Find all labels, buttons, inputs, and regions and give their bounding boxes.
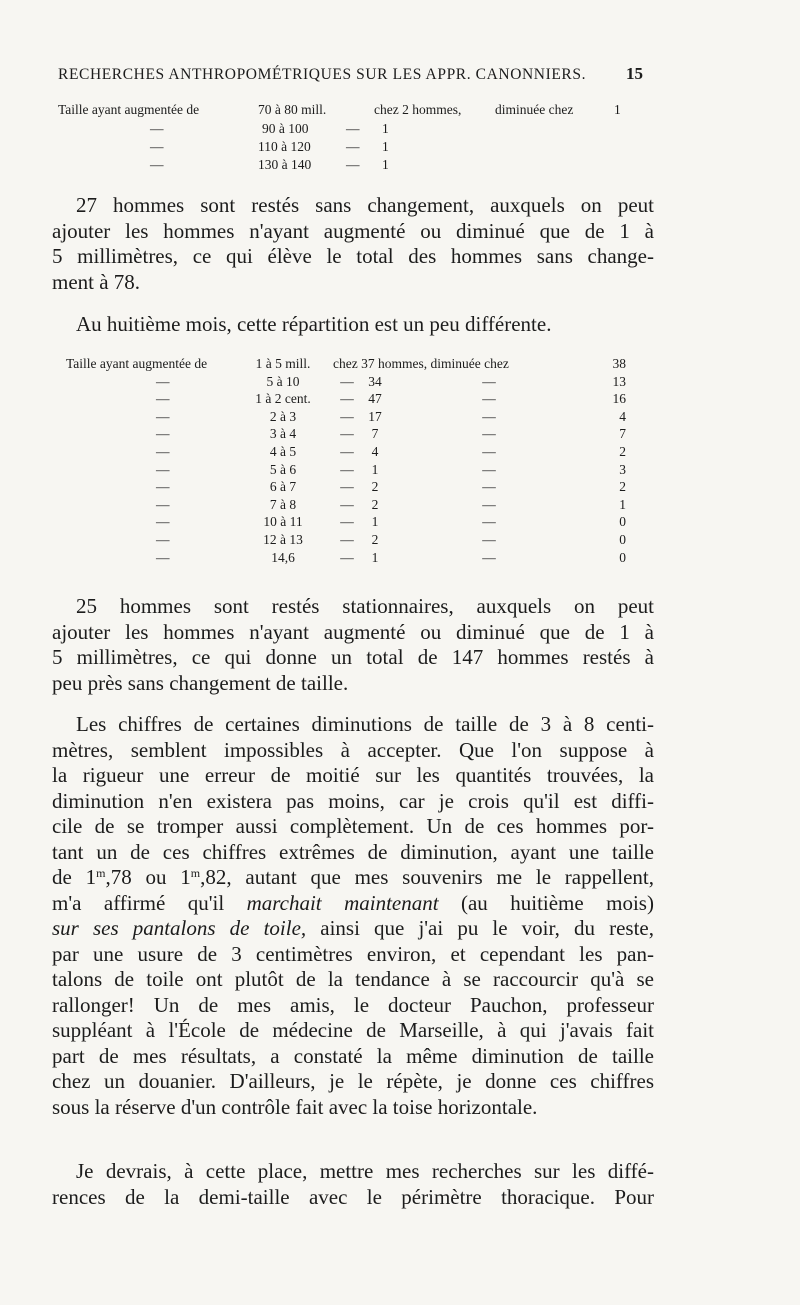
- table2-value-decrease: 7: [619, 426, 626, 442]
- table2-ditto: —: [340, 391, 354, 407]
- text-line: Je devrais, à cette place, mettre mes recherches sur les diffé-: [76, 1159, 654, 1183]
- table1-mid: —: [346, 157, 360, 172]
- table2-ditto: —: [340, 426, 354, 442]
- text-line: [52, 916, 654, 942]
- table2-ditto: —: [340, 496, 354, 512]
- text-line: par une usure de 3 centimètres environ, et cependant les pan-: [52, 941, 654, 966]
- paragraph-4: [52, 712, 654, 1120]
- table2-ditto: —: [482, 496, 496, 512]
- table2-ditto: —: [482, 426, 496, 442]
- table2-value-decrease: 38: [612, 356, 626, 371]
- table2-value-decrease: 4: [619, 408, 626, 424]
- text-line: 27 hommes sont restés sans changement, auxquels on peut: [76, 193, 654, 217]
- table2-ditto: —: [340, 408, 354, 424]
- table1-range: 110 à 120: [258, 139, 311, 154]
- table2-ditto: —: [156, 426, 170, 442]
- table1-value: 1: [382, 157, 389, 172]
- table2-value-increase: 2: [371, 496, 379, 512]
- text-line: talons de toile ont plutôt de la tendance à se raccourcir qu'à se: [52, 967, 654, 991]
- text-fragment: ,78 ou 1: [105, 865, 191, 889]
- text-line: part de mes résultats, a constaté la même diminution de taille: [52, 1043, 654, 1068]
- table1-ditto: —: [150, 139, 164, 154]
- table2-value-increase: 47: [368, 391, 382, 407]
- text-line: Au huitième mois, cette répartition est un peu différente.: [76, 312, 552, 336]
- table2-value-decrease: 13: [612, 373, 626, 389]
- table1-ditto: —: [150, 121, 164, 136]
- text-line: sous la réserve d'un contrôle fait avec la toise horizontale.: [52, 1094, 538, 1119]
- table2-ditto: —: [156, 408, 170, 424]
- table2-ditto: —: [482, 408, 496, 424]
- table2-value-increase: 1: [371, 549, 379, 565]
- running-title: RECHERCHES ANTHROPOMÉTRIQUES SUR LES APPR. CANONNIERS.: [58, 66, 587, 83]
- table1-lead-label: Taille ayant augmentée de: [58, 102, 200, 117]
- table2-ditto: —: [156, 444, 170, 459]
- paragraph-3: [52, 594, 654, 696]
- text-line: mètres, semblent impossibles à accepter. Que l'on suppose à: [52, 737, 654, 762]
- table2-ditto: —: [156, 461, 170, 477]
- table2-value-increase: 1: [371, 514, 379, 530]
- table2-ditto: —: [340, 373, 354, 389]
- table2-ditto: —: [340, 532, 354, 547]
- text-line: ment à 78.: [52, 269, 141, 294]
- text-line: [52, 891, 654, 917]
- unit-superscript: m: [190, 866, 201, 880]
- text-line: chez un douanier. D'ailleurs, je le répète, je donne ces chiffres: [52, 1069, 654, 1093]
- text-line: diminution n'en existera pas moins, car je crois qu'il est diffi-: [52, 788, 654, 813]
- table2-ditto: —: [482, 514, 496, 530]
- table2-range: 4 à 5: [269, 444, 297, 459]
- table2-range: 14,6: [271, 549, 295, 565]
- table2-range: 3 à 4: [269, 426, 297, 442]
- table1-range: 70 à 80 mill.: [258, 102, 327, 117]
- text-fragment: m'a affirmé qu'il: [52, 890, 247, 915]
- table1-range: 90 à 100: [262, 121, 309, 136]
- paragraph-1: [52, 193, 654, 295]
- table2-value-decrease: 0: [619, 549, 626, 565]
- table2-ditto: —: [156, 496, 170, 512]
- table2-ditto: —: [156, 479, 170, 495]
- table2-value-increase: 4: [371, 444, 379, 459]
- paragraph-2: [52, 312, 654, 338]
- italic-quote: sur ses pantalons de toile,: [52, 916, 307, 940]
- table2-range: 7 à 8: [269, 496, 297, 512]
- table2-value-increase: 7: [371, 426, 379, 442]
- table2-lead-label: Taille ayant augmentée de: [66, 356, 208, 371]
- table2-value-decrease: 2: [619, 479, 626, 495]
- table2-range: 10 à 11: [263, 514, 303, 530]
- text-line: rences de la demi-taille avec le périmètre thoracique. Pour: [52, 1184, 654, 1209]
- table2-ditto: —: [340, 514, 354, 530]
- page-number: 15: [626, 64, 643, 83]
- table2-ditto: —: [156, 532, 170, 547]
- text-line: la rigueur une erreur de moitié sur les quantités trouvées, la: [52, 763, 654, 787]
- table2-value-increase: 17: [368, 408, 382, 424]
- table2-ditto: —: [482, 549, 496, 565]
- table2-ditto: —: [482, 532, 496, 547]
- table2-ditto: —: [156, 549, 170, 565]
- text-line: rallonger! Un de mes amis, le docteur Pauchon, professeur: [52, 992, 654, 1017]
- table2-value-decrease: 0: [619, 514, 626, 530]
- text-line: 25 hommes sont restés stationnaires, auxquels on peut: [76, 594, 654, 618]
- text-line: suppléant à l'École de médecine de Marseille, à qui j'avais fait: [52, 1018, 654, 1042]
- table2-ditto: —: [156, 373, 170, 389]
- table2-range: 5 à 10: [266, 373, 300, 389]
- table2-ditto: —: [156, 514, 170, 530]
- text-fragment: ainsi que j'ai pu le voir, du reste,: [306, 916, 654, 940]
- text-line: ajouter les hommes n'ayant augmenté ou diminué que de 1 à: [52, 218, 654, 243]
- table2-range: 2 à 3: [269, 408, 297, 424]
- text-fragment: de 1: [52, 865, 97, 889]
- table1-value: 1: [382, 121, 389, 136]
- table2-value-decrease: 2: [619, 444, 626, 459]
- table2-value-increase: 2: [371, 479, 379, 495]
- table2-ditto: —: [340, 549, 354, 565]
- table2-value-decrease: 0: [619, 532, 626, 547]
- table2-value-decrease: 3: [619, 461, 626, 477]
- table2-ditto: —: [482, 391, 496, 407]
- table1-mid: —: [346, 139, 360, 154]
- table2-range: 12 à 13: [263, 532, 303, 547]
- table2-header-mid: chez 37 hommes, diminuée chez: [333, 356, 509, 371]
- table1-tail: diminuée chez: [495, 102, 574, 117]
- table2-ditto: —: [156, 391, 170, 407]
- table2-value-increase: 1: [371, 461, 379, 477]
- table2-ditto: —: [340, 461, 354, 477]
- table2-range: 6 à 7: [269, 479, 297, 495]
- table2-value-decrease: 1: [619, 496, 626, 512]
- text-line: [52, 865, 654, 891]
- table2-ditto: —: [340, 479, 354, 495]
- italic-quote: marchait maintenant: [246, 890, 439, 915]
- table1-mid: chez 2 hommes,: [374, 102, 462, 117]
- table2-value-increase: 34: [368, 373, 382, 389]
- text-line: cile de se tromper aussi complètement. Un de ces hommes por-: [52, 814, 654, 838]
- table1-mid: —: [346, 121, 360, 136]
- text-line: peu près sans changement de taille.: [52, 670, 349, 695]
- table2-range: 1 à 2 cent.: [255, 391, 311, 407]
- text-line: 5 millimètres, ce qui donne un total de 147 hommes restés à: [52, 645, 654, 669]
- paragraph-5: [52, 1159, 654, 1210]
- table1-range: 130 à 140: [258, 157, 312, 172]
- table2-ditto: —: [482, 373, 496, 389]
- text-line: Les chiffres de certaines diminutions de taille de 3 à 8 centi-: [76, 712, 654, 736]
- table2-ditto: —: [482, 444, 496, 459]
- text-line: 5 millimètres, ce qui élève le total des hommes sans change-: [52, 244, 654, 268]
- text-fragment: ,82, autant que mes souvenirs me le rappellent,: [200, 865, 655, 889]
- table2-ditto: —: [482, 461, 496, 477]
- text-line: tant un de ces chiffres extrêmes de diminution, ayant une taille: [52, 839, 654, 864]
- table2-range: 1 à 5 mill.: [255, 356, 311, 371]
- table2-range: 5 à 6: [269, 461, 297, 477]
- table1-value: 1: [382, 139, 389, 154]
- text-fragment: (au huitième mois): [438, 890, 654, 915]
- table2-ditto: —: [482, 479, 496, 495]
- unit-superscript: m: [96, 866, 106, 880]
- table2-value-increase: 2: [371, 532, 379, 547]
- table1-ditto: —: [150, 157, 164, 172]
- table2-value-decrease: 16: [612, 391, 626, 407]
- text-line: ajouter les hommes n'ayant augmenté ou diminué que de 1 à: [52, 619, 654, 644]
- table1-value: 1: [614, 102, 621, 117]
- table2-ditto: —: [340, 444, 354, 459]
